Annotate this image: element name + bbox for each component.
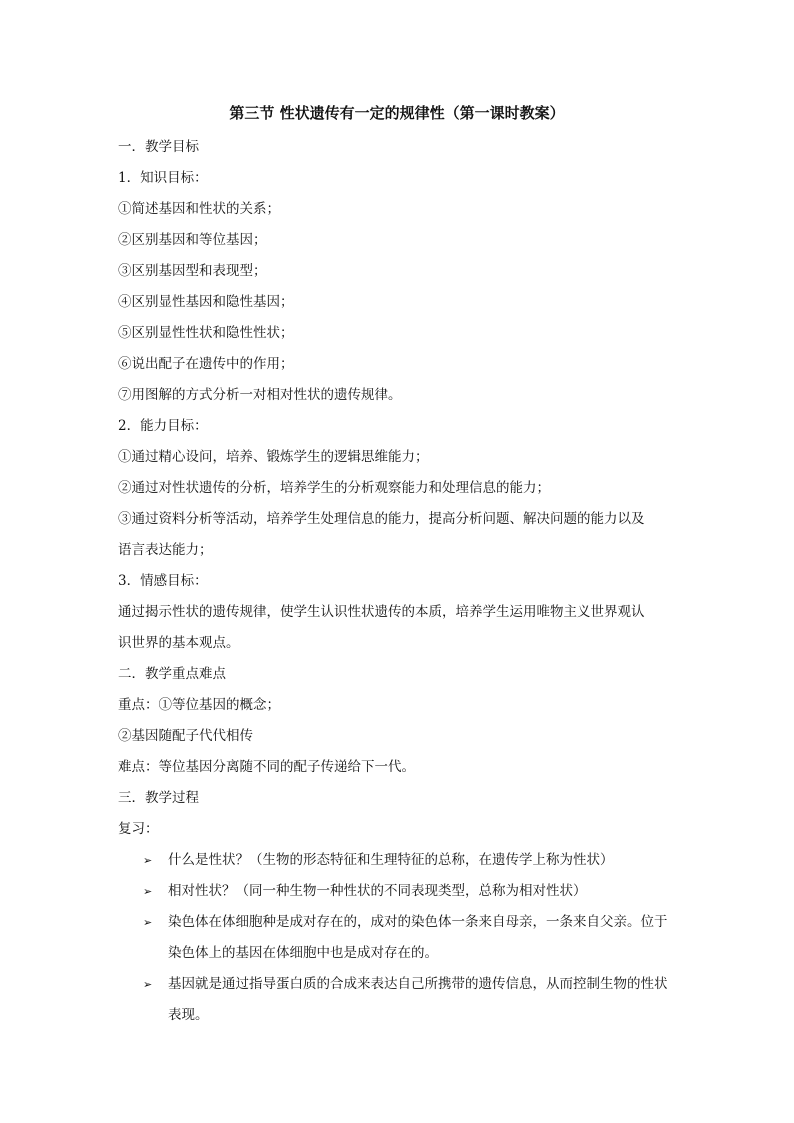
knowledge-item-2: ②区别基因和等位基因；	[118, 232, 267, 248]
review-bullet-item	[118, 969, 680, 1031]
knowledge-item-7: ⑦用图解的方式分析一对相对性状的遗传规律。	[118, 387, 402, 403]
review-bullet-text: 相对性状？（同一种生物一种性状的不同表现类型，总称为相对性状）	[168, 883, 587, 899]
knowledge-item-6: ⑥说出配子在遗传中的作用；	[118, 356, 294, 372]
arrow-bullet-icon: ➢	[143, 978, 153, 991]
arrow-bullet-icon: ➢	[143, 916, 153, 929]
arrow-bullet-icon: ➢	[143, 885, 153, 898]
review-bullet-text: 什么是性状？（生物的形态特征和生理特征的总称，在遗传学上称为性状）	[168, 852, 614, 868]
document-title: 第三节 性状遗传有一定的规律性（第一课时教案）	[229, 104, 565, 122]
knowledge-item-5: ⑤区别显性性状和隐性性状；	[118, 325, 294, 341]
review-bullet-text: 染色体在体细胞种是成对存在的，成对的染色体一条来自母亲，一条来自父亲。位于染色体上的基因在体细胞中也是成对存在的。	[168, 914, 668, 961]
ability-item-1: ①通过精心设问，培养、锻炼学生的逻辑思维能力；	[118, 449, 429, 465]
knowledge-item-1: ①简述基因和性状的关系；	[118, 201, 280, 217]
review-label: 复习：	[118, 821, 159, 837]
document-body	[118, 132, 680, 1031]
ability-item-2: ②通过对性状遗传的分析，培养学生的分析观察能力和处理信息的能力；	[118, 480, 550, 496]
difficulty-point: 难点：等位基因分离随不同的配子传递给下一代。	[118, 759, 415, 775]
subheading-ability-objectives: 2．能力目标：	[118, 418, 208, 434]
key-point-2: ②基因随配子代代相传	[118, 728, 253, 744]
review-bullet-item	[118, 876, 680, 907]
section-heading-process: 三．教学过程	[118, 790, 199, 806]
knowledge-item-3: ③区别基因型和表现型；	[118, 263, 267, 279]
key-point-1: 重点：①等位基因的概念；	[118, 697, 280, 713]
emotional-objective-text: 通过揭示性状的遗传规律，使学生认识性状遗传的本质，培养学生运用唯物主义世界观认	[118, 604, 645, 620]
ability-item-3-continued: 语言表达能力；	[118, 542, 213, 558]
review-bullet-item	[118, 907, 680, 969]
subheading-emotional-objectives: 3．情感目标：	[118, 573, 208, 589]
section-heading-key-points: 二．教学重点难点	[118, 666, 226, 682]
review-bullet-list	[118, 845, 680, 1031]
ability-item-3: ③通过资料分析等活动，培养学生处理信息的能力，提高分析问题、解决问题的能力以及	[118, 511, 645, 527]
knowledge-item-4: ④区别显性基因和隐性基因；	[118, 294, 294, 310]
section-heading-objectives: 一．教学目标	[118, 139, 199, 155]
arrow-bullet-icon: ➢	[143, 854, 153, 867]
emotional-objective-text-continued: 识世界的基本观点。	[118, 635, 240, 651]
review-bullet-text: 基因就是通过指导蛋白质的合成来表达自己所携带的遗传信息，从而控制生物的性状表现。	[168, 976, 668, 1023]
review-bullet-item	[118, 845, 680, 876]
subheading-knowledge-objectives: 1．知识目标：	[118, 170, 208, 186]
